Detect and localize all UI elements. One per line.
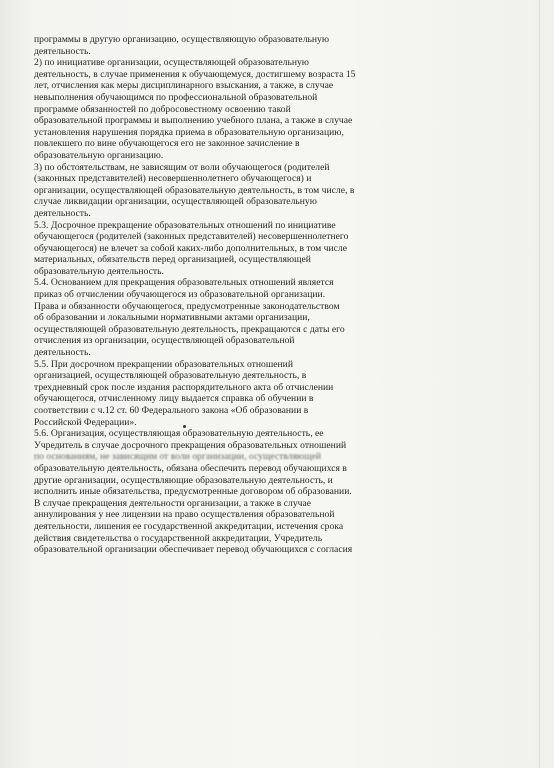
text-line: 5.5. При досрочном прекращении образовательных отношений bbox=[34, 358, 293, 370]
text-line: Права и обязанности обучающегося, предусмотренные законодательством bbox=[34, 300, 340, 312]
text-line: отчисления из организации, осуществляющей образовательной bbox=[34, 335, 295, 347]
text-line: аннулирования у нее лицензии на право осуществления образовательной bbox=[34, 509, 335, 521]
text-line: действия свидетельства о государственной аккредитации, Учредитель bbox=[34, 532, 323, 544]
ink-dot bbox=[183, 425, 186, 428]
text-line: трехдневный срок после издания распорядительного акта об отчислении bbox=[34, 381, 334, 393]
text-line: невыполнения обучающимся по профессиональной образовательной bbox=[34, 91, 318, 103]
text-line: деятельность. bbox=[34, 207, 91, 219]
text-line: программе обязанностей по добросовестному освоению такой bbox=[34, 103, 291, 115]
text-line: об образовании и локальными нормативными актами организации, bbox=[34, 312, 310, 324]
document-text bbox=[34, 34, 504, 556]
text-line: осуществляющей образовательную деятельность, прекращаются с даты его bbox=[34, 323, 345, 335]
text-line: повлекшего по вине обучающегося его не законное зачисление в bbox=[34, 138, 300, 150]
text-line: обучающегося, отчисленному лицу выдается справка об обучении в bbox=[34, 393, 314, 405]
text-line: деятельность. bbox=[34, 347, 91, 359]
text-line: организацией, осуществляющей образовательную деятельность, в bbox=[34, 370, 307, 382]
text-line: В случае прекращения деятельности организации, а также в случае bbox=[34, 497, 312, 509]
text-line: Учредитель в случае досрочного прекращения образовательных отношений bbox=[34, 439, 347, 451]
text-line: Российской Федерации». bbox=[34, 416, 137, 428]
text-line: лет, отчисления как меры дисциплинарного взыскания, а также, в случае bbox=[34, 80, 334, 92]
text-line: 5.4. Основанием для прекращения образовательных отношений является bbox=[34, 277, 334, 289]
text-line: 5.3. Досрочное прекращение образовательных отношений по инициативе bbox=[34, 219, 336, 231]
text-line: образовательной программы и выполнению учебного плана, а также в случае bbox=[34, 115, 353, 127]
text-line: другие организации, осуществляющие образовательную деятельность, и bbox=[34, 474, 333, 486]
text-line: соответствии с ч.12 ст. 60 Федерального закона «Об образовании в bbox=[34, 405, 309, 416]
text-line: образовательной организации обеспечивает перевод обучающихся с согласия bbox=[34, 544, 353, 556]
text-line: деятельность, в случае применения к обучающемуся, достигшему возраста 15 bbox=[34, 68, 356, 80]
text-line: образовательную деятельность. bbox=[34, 265, 164, 277]
text-line: 2) по инициативе организации, осуществляющей образовательную bbox=[34, 57, 309, 69]
text-line: исполнить иные обязательства, предусмотренные договором об образовании. bbox=[34, 486, 352, 498]
text-line: организации, осуществляющей образовательную деятельность, в том числе, в bbox=[34, 184, 355, 196]
text-line: установления нарушения порядка приема в образовательную организацию, bbox=[34, 126, 344, 138]
text-line: обучающегося) не влечет за собой каких-либо дополнительных, в том числе bbox=[34, 242, 348, 254]
text-line: 3) по обстоятельствам, не зависящим от воли обучающегося (родителей bbox=[34, 161, 330, 173]
text-line: (законных представителей) несовершеннолетнего обучающегося) и bbox=[34, 173, 312, 185]
text-line-blurred: по основаниям, не зависящим от воли организации, осуществляющей bbox=[34, 451, 322, 463]
text-line: материальных, обязательств перед организацией, осуществляющей bbox=[34, 254, 311, 266]
text-line: образовательную организацию. bbox=[34, 149, 164, 161]
text-line: деятельность. bbox=[34, 45, 91, 57]
text-line: программы в другую организацию, осуществляющую образовательную bbox=[34, 34, 330, 45]
text-line: случае ликвидации организации, осуществляющей образовательную bbox=[34, 196, 317, 208]
page-fold-edge bbox=[539, 0, 541, 768]
text-line: приказ об отчислении обучающегося из образовательной организации. bbox=[34, 289, 326, 301]
text-line: 5.6. Организация, осуществляющая образовательную деятельность, ее bbox=[34, 428, 324, 440]
text-line: деятельности, лишения ее государственной аккредитации, истечения срока bbox=[34, 520, 344, 532]
text-line: обучающегося (родителей (законных представителей) несовершеннолетнего bbox=[34, 231, 349, 243]
text-line: образовательную деятельность, обязана обеспечить перевод обучающихся в bbox=[34, 462, 347, 474]
